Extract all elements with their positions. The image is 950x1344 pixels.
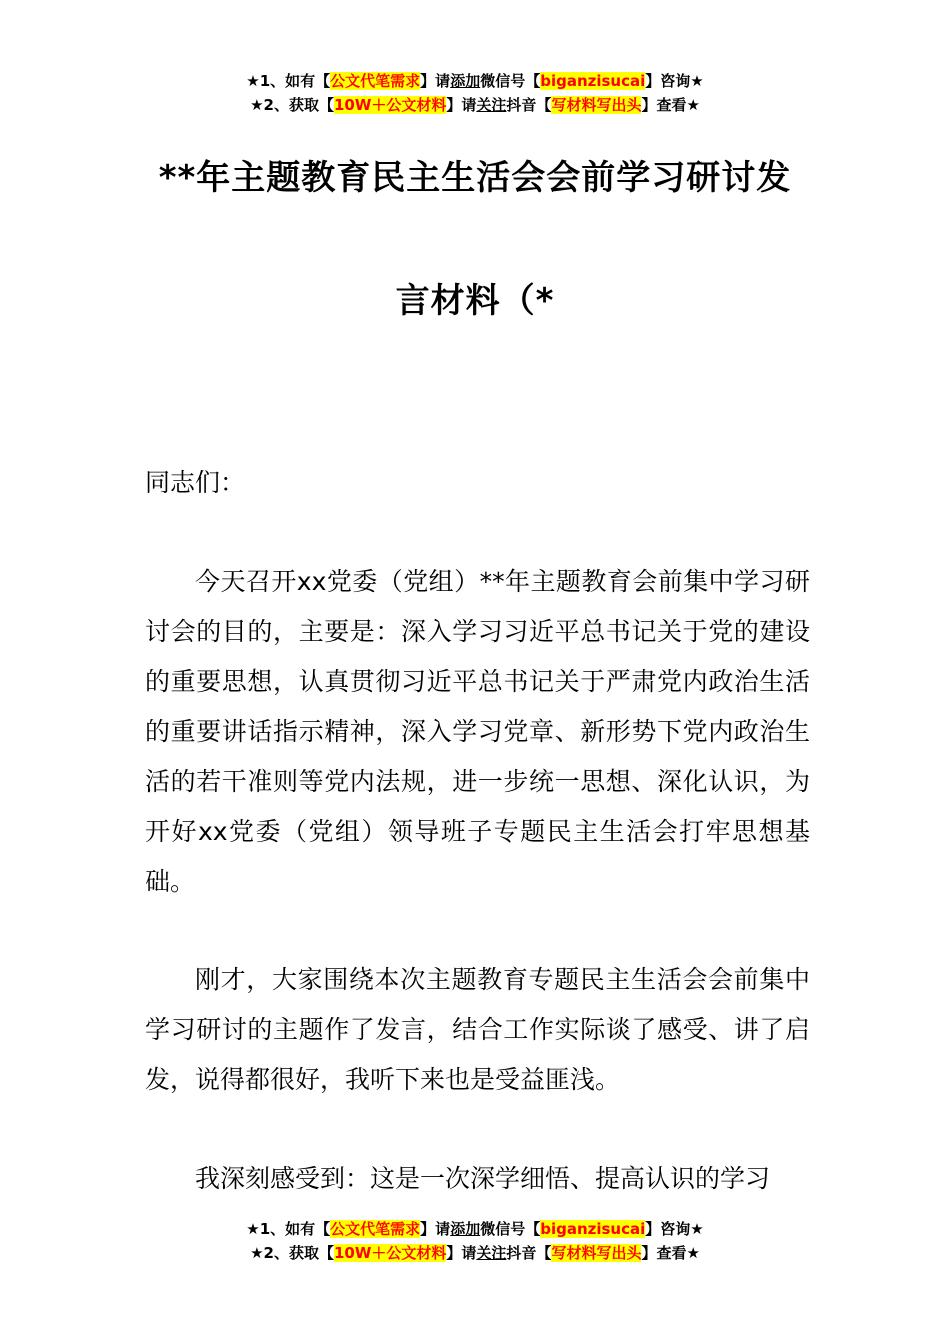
banner-text: 抖音【 [506,1244,552,1262]
banner-text: 】查看★ [641,1244,700,1262]
banner-text: 抖音【 [506,96,552,114]
banner-text: 微信号【 [480,1220,541,1238]
banner-highlight: biganzisucai [540,72,646,90]
banner-text: 】请 [446,96,477,114]
banner-text: 】咨询★ [645,1220,704,1238]
banner-text: ★1、如有【 [246,72,331,90]
banner-line-2 [0,1241,950,1265]
banner-text: 】咨询★ [645,72,704,90]
banner-text: 】请 [420,1220,451,1238]
banner-line-1 [0,69,950,93]
banner-underline: 添加 [450,72,481,90]
banner-highlight: 写材料写出头 [551,96,642,114]
banner-line-2 [0,93,950,117]
banner-underline: 添加 [450,1220,481,1238]
banner-text: ★2、获取【 [250,1244,334,1262]
banner-highlight: biganzisucai [540,1220,646,1238]
banner-text: ★2、获取【 [250,96,334,114]
banner-text: 】请 [420,72,451,90]
salutation: 同志们： [145,468,246,497]
document-title-line-1: **年主题教育民主生活会会前学习研讨发 [158,158,792,198]
banner-highlight: 公文代笔需求 [330,72,421,90]
banner-highlight: 10W＋公文材料 [333,96,447,114]
banner-underline: 关注 [476,1244,507,1262]
banner-highlight: 10W＋公文材料 [333,1244,447,1262]
banner-text: 】查看★ [641,96,700,114]
banner-text: ★1、如有【 [246,1220,331,1238]
banner-highlight: 公文代笔需求 [330,1220,421,1238]
banner-underline: 关注 [476,96,507,114]
banner-highlight: 写材料写出头 [551,1244,642,1262]
bottom-promo-banner [0,1217,950,1265]
document-title-line-2: 言材料（* [395,281,555,321]
paragraph-3: 我深刻感受到：这是一次深学细悟、提高认识的学习 [195,1164,771,1193]
top-promo-banner [0,69,950,117]
banner-line-1 [0,1217,950,1241]
paragraph-2: 刚才，大家围绕本次主题教育专题民主生活会会前集中学习研讨的主题作了发言，结合工作实际谈了感受、讲了启发，说得都很好，我听下来也是受益匪浅。 [145,965,810,1094]
banner-text: 微信号【 [480,72,541,90]
paragraph-1: 今天召开xx党委（党组）**年主题教育会前集中学习研讨会的目的，主要是：深入学习习近平总书记关于党的建设的重要思想，认真贯彻习近平总书记关于严肃党内政治生活的重要讲话指示精神，深入学习党章、新形势下党内政治生活的若干准则等党内法规，进一步统一思想、深化认识，为开好xx党委（党组）领导班子专题民主生活会打牢思想基础。 [145,567,810,896]
banner-text: 】请 [446,1244,477,1262]
